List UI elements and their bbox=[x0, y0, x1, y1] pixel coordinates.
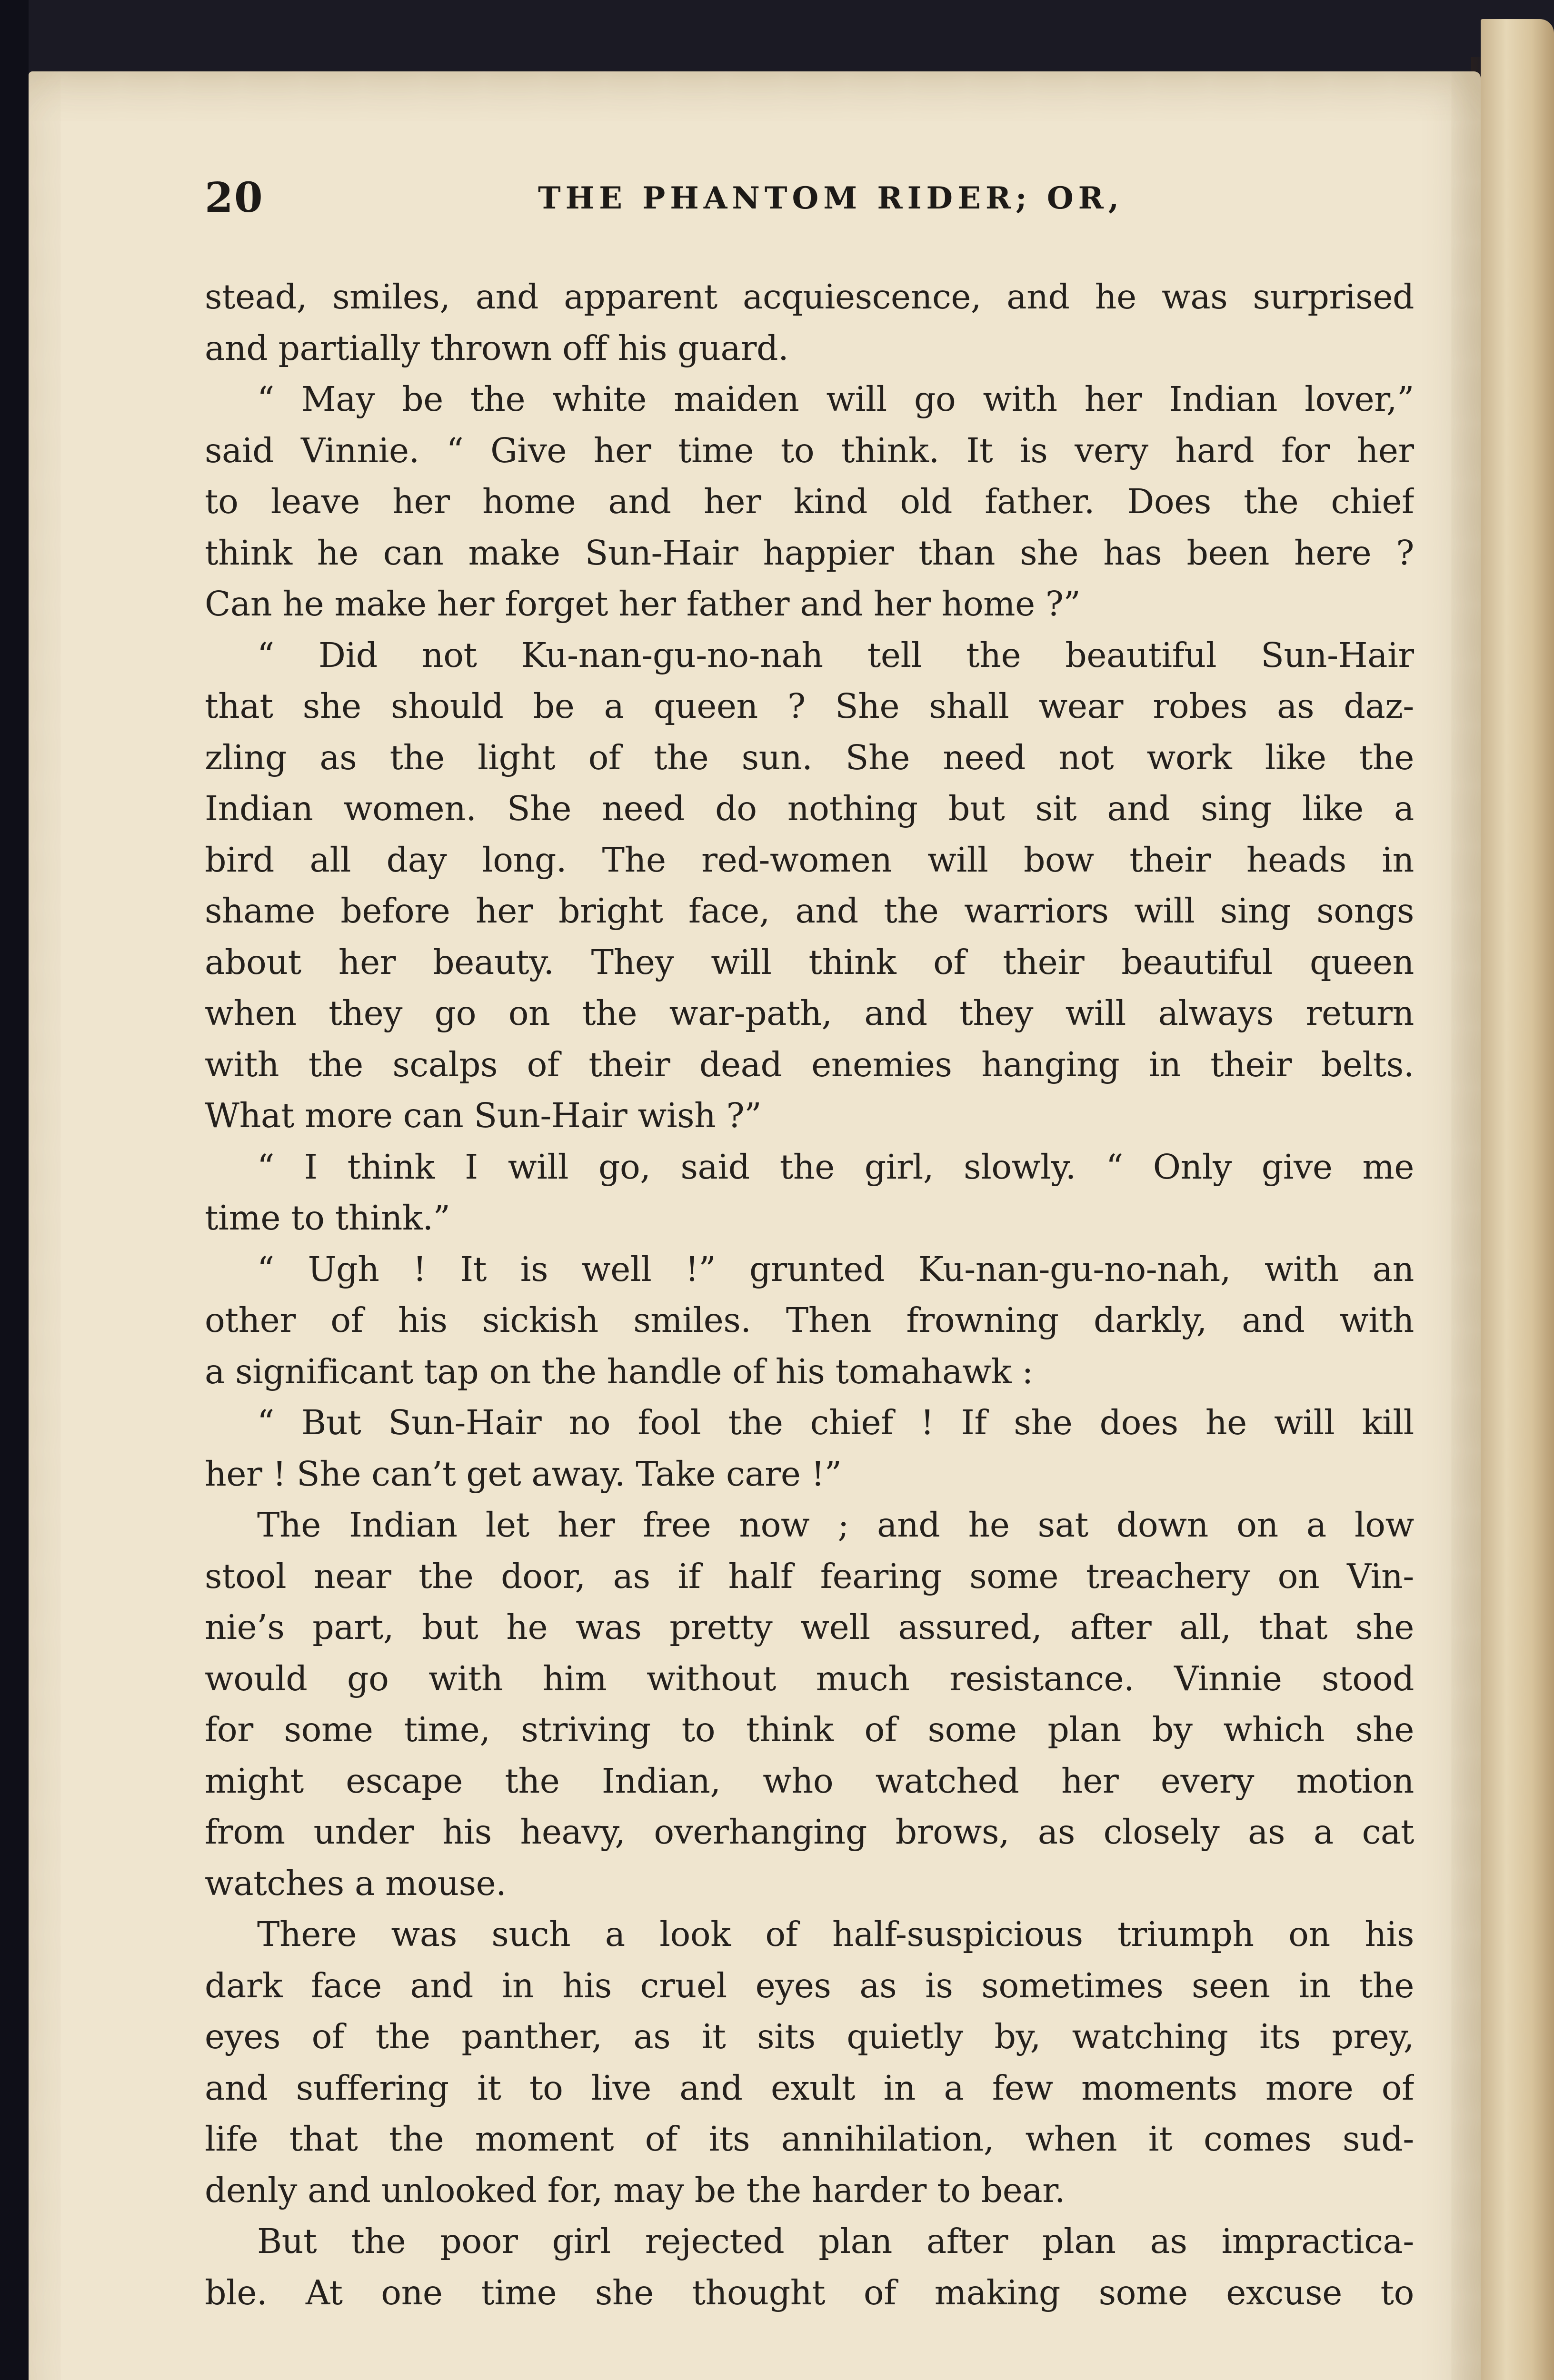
text-line: from under his heavy, overhanging brows, as closely as a cat bbox=[205, 1812, 1414, 1852]
text-line: Indian women. She need do nothing but sit and sing like a bbox=[205, 789, 1414, 828]
text-line: stead, smiles, and apparent acquiescence, and he was surprised bbox=[205, 277, 1414, 317]
text-line: “ Ugh ! It is well !” grunted Ku-nan-gu-no-nah, with an bbox=[257, 1249, 1414, 1289]
text-line: when they go on the war-path, and they will always return bbox=[205, 993, 1414, 1033]
text-line: time to think.” bbox=[205, 1198, 450, 1238]
text-line: nie’s part, but he was pretty well assured, after all, that she bbox=[205, 1607, 1414, 1647]
text-line: watches a mouse. bbox=[205, 1863, 507, 1903]
page-header bbox=[205, 174, 1424, 231]
text-line: stool near the door, as if half fearing some treachery on Vin- bbox=[205, 1556, 1414, 1596]
background-left bbox=[0, 0, 29, 2380]
text-line: to leave her home and her kind old father. Does the chief bbox=[205, 482, 1414, 521]
text-line: and suffering it to live and exult in a few moments more of bbox=[205, 2068, 1414, 2108]
text-line: other of his sickish smiles. Then frowning darkly, and with bbox=[205, 1300, 1414, 1340]
text-line: zling as the light of the sun. She need not work like the bbox=[205, 737, 1414, 777]
text-line: life that the moment of its annihilation, when it comes sud- bbox=[205, 2119, 1414, 2159]
text-line: “ I think I will go, said the girl, slowly. “ Only give me bbox=[257, 1147, 1414, 1187]
text-line: would go with him without much resistance. Vinnie stood bbox=[205, 1658, 1414, 1698]
text-line: Can he make her forget her father and her home ?” bbox=[205, 584, 1081, 624]
text-line: eyes of the panther, as it sits quietly by, watching its prey, bbox=[205, 2017, 1414, 2056]
book-spine bbox=[1481, 19, 1554, 2380]
running-title: THE PHANTOM RIDER; OR, bbox=[538, 180, 1124, 216]
text-line: There was such a look of half-suspicious triumph on his bbox=[257, 1914, 1414, 1954]
text-line: about her beauty. They will think of their beautiful queen bbox=[205, 942, 1414, 982]
text-line: “ Did not Ku-nan-gu-no-nah tell the beautiful Sun-Hair bbox=[257, 635, 1414, 675]
page-number: 20 bbox=[205, 174, 264, 222]
text-line: “ May be the white maiden will go with her Indian lover,” bbox=[257, 379, 1414, 419]
text-line: shame before her bright face, and the warriors will sing songs bbox=[205, 891, 1414, 931]
text-line: with the scalps of their dead enemies hanging in their belts. bbox=[205, 1044, 1414, 1084]
text-line: ble. At one time she thought of making some excuse to bbox=[205, 2272, 1414, 2312]
text-line: her ! She can’t get away. Take care !” bbox=[205, 1454, 842, 1494]
text-line: bird all day long. The red-women will bow their heads in bbox=[205, 840, 1414, 880]
text-line: and partially thrown off his guard. bbox=[205, 328, 789, 368]
text-line: think he can make Sun-Hair happier than she has been here ? bbox=[205, 533, 1414, 573]
text-line: denly and unlooked for, may be the harder to bear. bbox=[205, 2170, 1066, 2210]
text-line: What more can Sun-Hair wish ?” bbox=[205, 1096, 762, 1135]
text-line: said Vinnie. “ Give her time to think. It is very hard for her bbox=[205, 430, 1414, 470]
text-line: The Indian let her free now ; and he sat down on a low bbox=[257, 1505, 1414, 1545]
body-text bbox=[205, 271, 1414, 2318]
text-line: might escape the Indian, who watched her every motion bbox=[205, 1761, 1414, 1801]
text-line: dark face and in his cruel eyes as is sometimes seen in the bbox=[205, 1965, 1414, 2005]
text-line: a significant tap on the handle of his tomahawk : bbox=[205, 1351, 1033, 1391]
text-line: But the poor girl rejected plan after plan as impractica- bbox=[257, 2221, 1414, 2261]
text-line: that she should be a queen ? She shall wear robes as daz- bbox=[205, 686, 1414, 726]
text-line: “ But Sun-Hair no fool the chief ! If she does he will kill bbox=[257, 1403, 1414, 1442]
text-line: for some time, striving to think of some plan by which she bbox=[205, 1710, 1414, 1749]
